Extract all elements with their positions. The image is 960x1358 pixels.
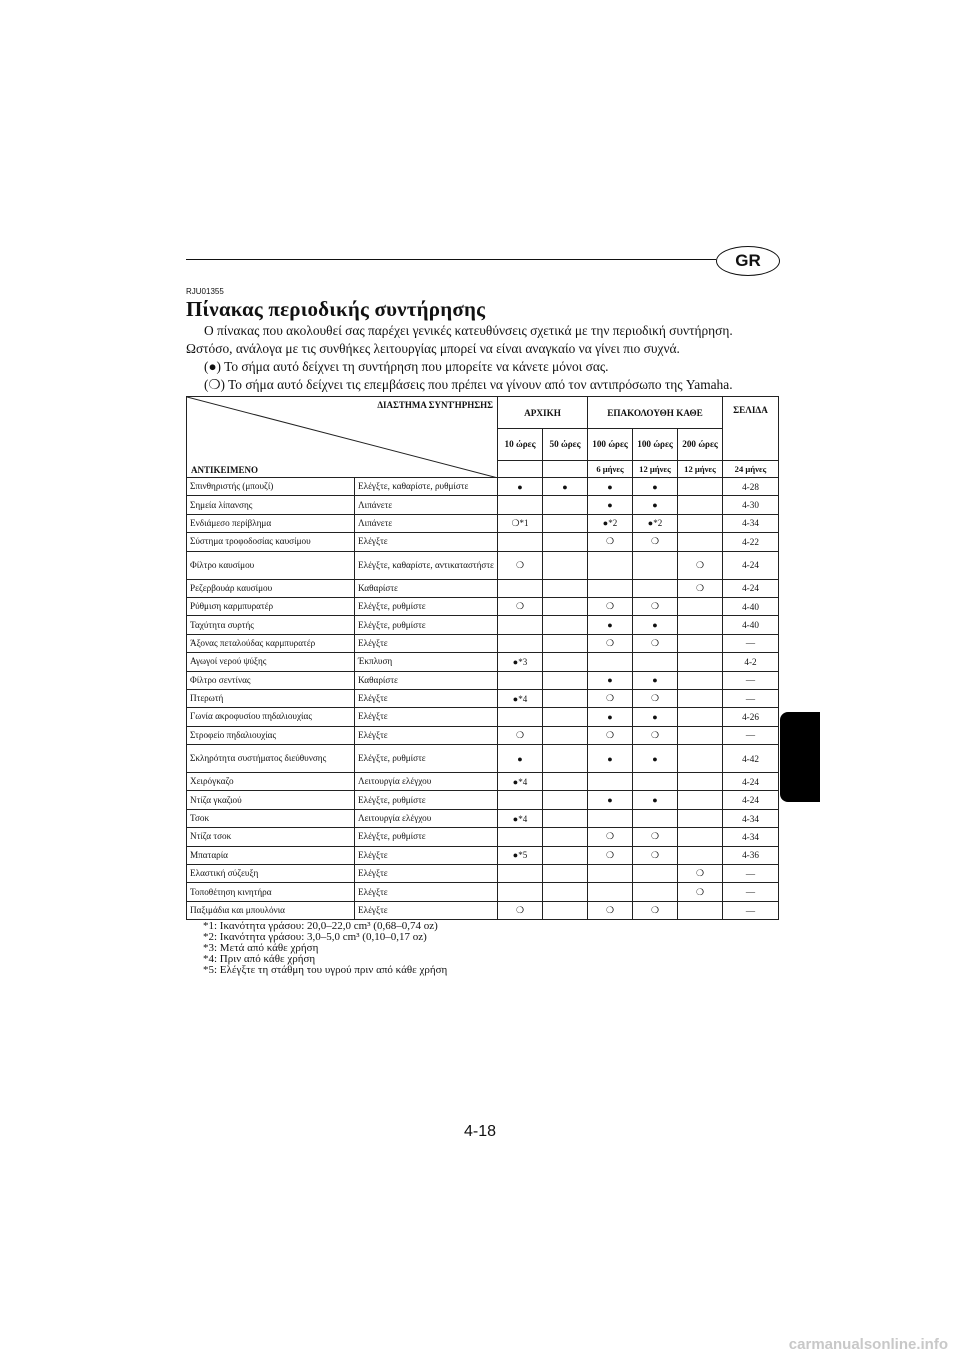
footnote: *4: Πριν από κάθε χρήση	[203, 953, 316, 965]
interval-cell: ❍	[678, 865, 723, 883]
interval-cell: ❍	[588, 597, 633, 615]
interval-cell: ❍	[588, 846, 633, 864]
interval-cell	[543, 809, 588, 827]
table-row	[187, 689, 779, 707]
footnote: *1: Ικανότητα γράσου: 20,0–22,0 cm³ (0,68–0,74 oz)	[203, 920, 438, 932]
every-header: ΕΠΑΚΟΛΟΥΘΗ ΚΑΘΕ	[588, 397, 723, 429]
row-page: 4-34	[723, 809, 779, 827]
interval-cell	[588, 653, 633, 671]
interval-cell	[678, 689, 723, 707]
interval-cell	[588, 883, 633, 901]
interval-cell	[588, 773, 633, 791]
item-label: ΑΝΤΙΚΕΙΜΕΝΟ	[191, 465, 259, 475]
row-page: —	[723, 689, 779, 707]
interval-cell: ●*2	[633, 514, 678, 532]
row-action: Ελέγξτε	[355, 883, 498, 901]
table-row	[187, 616, 779, 634]
interval-cell	[543, 901, 588, 919]
interval-cell	[543, 883, 588, 901]
interval-cell	[633, 865, 678, 883]
row-item: Ρεζερβουάρ καυσίμου	[187, 579, 355, 597]
row-action: Λειτουργία ελέγχου	[355, 809, 498, 827]
interval-cell	[588, 809, 633, 827]
interval-cell	[543, 634, 588, 652]
maintenance-table-wrapper	[186, 396, 778, 920]
table-corner-header	[187, 397, 498, 478]
interval-cell	[678, 496, 723, 514]
row-page: 4-26	[723, 708, 779, 726]
table-row	[187, 514, 779, 532]
interval-cell	[543, 579, 588, 597]
interval-cell	[498, 883, 543, 901]
row-page: 4-24	[723, 579, 779, 597]
interval-cell	[678, 726, 723, 744]
interval-cell: ●	[543, 478, 588, 496]
interval-cell	[498, 579, 543, 597]
interval-cell: ●	[633, 791, 678, 809]
chapter-tab	[780, 712, 820, 802]
row-action: Ελέγξτε, ρυθμίστε	[355, 597, 498, 615]
interval-cell	[498, 708, 543, 726]
interval-cell	[678, 828, 723, 846]
interval-cell: ❍	[633, 689, 678, 707]
interval-cell: ●	[633, 708, 678, 726]
row-action: Έκπλυση	[355, 653, 498, 671]
interval-cell	[543, 708, 588, 726]
interval-cell: ❍	[678, 551, 723, 579]
interval-cell	[678, 846, 723, 864]
row-page: —	[723, 634, 779, 652]
interval-cell	[678, 597, 723, 615]
row-item: Στροφείο πηδαλιουχίας	[187, 726, 355, 744]
table-row	[187, 708, 779, 726]
page-number: 4-18	[463, 1123, 497, 1140]
interval-cell: ●	[588, 671, 633, 689]
interval-cell	[543, 773, 588, 791]
row-item: Ντίζα τσοκ	[187, 828, 355, 846]
row-item: Άξονας πεταλούδας καρμπυρατέρ	[187, 634, 355, 652]
row-item: Πτερωτή	[187, 689, 355, 707]
interval-cell: ●	[498, 745, 543, 773]
interval-cell: ●*5	[498, 846, 543, 864]
row-page: 4-40	[723, 616, 779, 634]
interval-cell	[543, 616, 588, 634]
table-row	[187, 828, 779, 846]
row-page: 4-40	[723, 597, 779, 615]
page-title: Πίνακας περιοδικής συντήρησης	[186, 297, 486, 321]
interval-cell: ●	[588, 708, 633, 726]
row-page: —	[723, 726, 779, 744]
interval-cell: ❍	[588, 901, 633, 919]
interval-cell: ❍	[498, 901, 543, 919]
interval-cell: ●*4	[498, 809, 543, 827]
row-item: Τσοκ	[187, 809, 355, 827]
hours-header: 100 ώρες	[633, 429, 678, 461]
row-item: Παξιμάδια και μπουλόνια	[187, 901, 355, 919]
row-action: Ελέγξτε	[355, 689, 498, 707]
interval-cell	[498, 634, 543, 652]
table-row	[187, 865, 779, 883]
interval-cell: ❍	[588, 726, 633, 744]
table-row	[187, 579, 779, 597]
row-action: Ελέγξτε	[355, 865, 498, 883]
interval-cell: ●	[588, 745, 633, 773]
interval-cell	[498, 496, 543, 514]
table-row	[187, 809, 779, 827]
interval-cell: ❍	[633, 846, 678, 864]
table-row	[187, 478, 779, 496]
interval-cell	[543, 791, 588, 809]
row-action: Ελέγξτε, ρυθμίστε	[355, 828, 498, 846]
hours-header: 100 ώρες	[588, 429, 633, 461]
interval-cell: ❍	[588, 689, 633, 707]
interval-cell	[543, 745, 588, 773]
row-action: Ελέγξτε	[355, 726, 498, 744]
interval-cell: ●	[588, 496, 633, 514]
row-action: Καθαρίστε	[355, 671, 498, 689]
row-action: Λειτουργία ελέγχου	[355, 773, 498, 791]
table-row	[187, 653, 779, 671]
interval-cell	[633, 579, 678, 597]
interval-cell: ●	[588, 616, 633, 634]
interval-cell	[633, 809, 678, 827]
section-code: RJU01355	[186, 287, 224, 296]
row-item: Φίλτρο σεντίνας	[187, 671, 355, 689]
interval-cell	[543, 551, 588, 579]
watermark: carmanualsonline.info	[788, 1336, 948, 1353]
months-header: 24 μήνες	[723, 461, 779, 478]
row-item: Σύστημα τροφοδοσίας καυσίμου	[187, 533, 355, 551]
interval-cell: ●	[633, 496, 678, 514]
interval-cell: ●	[633, 745, 678, 773]
interval-cell: ●	[498, 478, 543, 496]
table-row	[187, 726, 779, 744]
interval-cell: ❍	[498, 726, 543, 744]
table-row	[187, 773, 779, 791]
row-item: Χειρόγκαζο	[187, 773, 355, 791]
row-page: —	[723, 671, 779, 689]
row-page: 4-24	[723, 791, 779, 809]
interval-cell	[633, 883, 678, 901]
interval-cell	[543, 597, 588, 615]
months-header: 12 μήνες	[678, 461, 723, 478]
interval-cell	[678, 514, 723, 532]
legend-dot: (●) Το σήμα αυτό δείχνει τη συντήρηση που μπορείτε να κάνετε μόνοι σας.	[204, 359, 609, 374]
interval-cell	[633, 773, 678, 791]
interval-cell	[678, 708, 723, 726]
table-row	[187, 496, 779, 514]
interval-cell	[588, 579, 633, 597]
row-item: Ταχύτητα συρτής	[187, 616, 355, 634]
interval-cell: ●*3	[498, 653, 543, 671]
hours-header: 200 ώρες	[678, 429, 723, 461]
row-action: Ελέγξτε, ρυθμίστε	[355, 745, 498, 773]
row-item: Ρύθμιση καρμπυρατέρ	[187, 597, 355, 615]
row-action: Ελέγξτε	[355, 901, 498, 919]
row-page: —	[723, 865, 779, 883]
interval-cell	[678, 791, 723, 809]
interval-cell	[678, 671, 723, 689]
row-action: Καθαρίστε	[355, 579, 498, 597]
hours-header: 10 ώρες	[498, 429, 543, 461]
row-item: Ντίζα γκαζιού	[187, 791, 355, 809]
interval-cell: ❍	[588, 828, 633, 846]
interval-cell	[543, 865, 588, 883]
interval-cell	[498, 671, 543, 689]
footnote: *2: Ικανότητα γράσου: 3,0–5,0 cm³ (0,10–0,17 oz)	[203, 931, 427, 943]
interval-cell	[588, 551, 633, 579]
table-row	[187, 846, 779, 864]
table-row	[187, 533, 779, 551]
header-rule	[186, 259, 716, 260]
row-item: Ενδιάμεσο περίβλημα	[187, 514, 355, 532]
row-action: Λιπάνετε	[355, 496, 498, 514]
table-row	[187, 671, 779, 689]
interval-cell: ❍	[678, 883, 723, 901]
interval-cell	[498, 828, 543, 846]
row-page: —	[723, 883, 779, 901]
row-page: 4-2	[723, 653, 779, 671]
interval-cell	[588, 865, 633, 883]
interval-cell: ❍	[633, 901, 678, 919]
interval-cell: ●	[633, 478, 678, 496]
row-page: 4-24	[723, 773, 779, 791]
interval-cell	[543, 533, 588, 551]
row-page: 4-34	[723, 828, 779, 846]
interval-cell: ●	[588, 791, 633, 809]
interval-cell: ●	[633, 616, 678, 634]
interval-cell	[498, 865, 543, 883]
language-badge: GR	[716, 246, 780, 276]
maintenance-table	[186, 396, 779, 920]
table-row	[187, 883, 779, 901]
row-action: Λιπάνετε	[355, 514, 498, 532]
interval-cell	[678, 616, 723, 634]
row-page: —	[723, 901, 779, 919]
row-page: 4-22	[723, 533, 779, 551]
interval-cell	[543, 689, 588, 707]
interval-cell	[678, 653, 723, 671]
interval-cell	[543, 653, 588, 671]
row-action: Ελέγξτε	[355, 533, 498, 551]
months-header: 6 μήνες	[588, 461, 633, 478]
intro-paragraph: Ο πίνακας που ακολουθεί σας παρέχει γενικές κατευθύνσεις σχετικά με την περιοδική συντήρηση. Ωστόσο, ανάλογα με τις συνθήκες λειτουργίας μπορεί να είναι αναγκαίο να γίνει πιο συχνά.	[186, 323, 733, 356]
months-header	[498, 461, 543, 478]
row-action: Ελέγξτε, καθαρίστε, ρυθμίστε	[355, 478, 498, 496]
months-header: 12 μήνες	[633, 461, 678, 478]
row-page: 4-42	[723, 745, 779, 773]
interval-cell: ●*4	[498, 689, 543, 707]
table-row	[187, 634, 779, 652]
legend-ring: (❍) Το σήμα αυτό δείχνει τις επεμβάσεις που πρέπει να γίνουν από τον αντιπρόσωπο της Yamaha.	[204, 377, 733, 392]
intro-text	[186, 322, 774, 394]
row-item: Φίλτρο καυσίμου	[187, 551, 355, 579]
footnote: *5: Ελέγξτε τη στάθμη του υγρού πριν από κάθε χρήση	[203, 964, 448, 976]
row-item: Μπαταρία	[187, 846, 355, 864]
page-header: ΣΕΛΙΔΑ	[723, 397, 779, 461]
interval-cell	[678, 634, 723, 652]
interval-cell: ●	[588, 478, 633, 496]
interval-cell: ❍	[633, 597, 678, 615]
interval-cell: ❍	[588, 533, 633, 551]
interval-cell: ❍	[588, 634, 633, 652]
table-row	[187, 791, 779, 809]
interval-cell	[543, 726, 588, 744]
interval-cell	[543, 496, 588, 514]
row-action: Ελέγξτε, ρυθμίστε	[355, 616, 498, 634]
interval-label: ΔΙΑΣΤΗΜΑ ΣΥΝΤΉΡΗΣΗΣ	[377, 400, 493, 410]
row-action: Ελέγξτε, ρυθμίστε	[355, 791, 498, 809]
interval-cell: ❍	[498, 551, 543, 579]
interval-cell	[498, 791, 543, 809]
interval-cell: ●	[633, 671, 678, 689]
row-action: Ελέγξτε, καθαρίστε, αντικαταστήστε	[355, 551, 498, 579]
row-page: 4-28	[723, 478, 779, 496]
row-item: Αγωγοί νερού ψύξης	[187, 653, 355, 671]
interval-cell: ❍	[498, 597, 543, 615]
interval-cell	[678, 533, 723, 551]
interval-cell: ❍	[633, 726, 678, 744]
interval-cell: ❍	[633, 533, 678, 551]
table-row	[187, 597, 779, 615]
row-action: Ελέγξτε	[355, 634, 498, 652]
interval-cell: ❍	[633, 828, 678, 846]
table-row	[187, 745, 779, 773]
interval-cell	[678, 745, 723, 773]
row-page: 4-30	[723, 496, 779, 514]
interval-cell	[543, 846, 588, 864]
interval-cell: ❍*1	[498, 514, 543, 532]
row-page: 4-36	[723, 846, 779, 864]
row-action: Ελέγξτε	[355, 846, 498, 864]
interval-cell	[633, 653, 678, 671]
interval-cell	[543, 514, 588, 532]
row-item: Ελαστική σύζευξη	[187, 865, 355, 883]
interval-cell	[678, 901, 723, 919]
hours-header: 50 ώρες	[543, 429, 588, 461]
interval-cell	[678, 809, 723, 827]
interval-cell	[678, 773, 723, 791]
interval-cell	[498, 616, 543, 634]
initial-header: ΑΡΧΙΚΗ	[498, 397, 588, 429]
table-row	[187, 551, 779, 579]
interval-cell	[498, 533, 543, 551]
interval-cell: ●*4	[498, 773, 543, 791]
row-item: Σημεία λίπανσης	[187, 496, 355, 514]
row-item: Γωνία ακροφυσίου πηδαλιουχίας	[187, 708, 355, 726]
footnote: *3: Μετά από κάθε χρήση	[203, 942, 319, 954]
interval-cell	[633, 551, 678, 579]
interval-cell: ●*2	[588, 514, 633, 532]
row-item: Σκληρότητα συστήματος διεύθυνσης	[187, 745, 355, 773]
row-page: 4-34	[723, 514, 779, 532]
footnotes	[203, 921, 447, 976]
interval-cell	[543, 671, 588, 689]
interval-cell: ❍	[678, 579, 723, 597]
row-action: Ελέγξτε	[355, 708, 498, 726]
months-header	[543, 461, 588, 478]
table-row	[187, 901, 779, 919]
row-page: 4-24	[723, 551, 779, 579]
interval-cell: ❍	[633, 634, 678, 652]
row-item: Σπινθηριστής (μπουζί)	[187, 478, 355, 496]
interval-cell	[678, 478, 723, 496]
interval-cell	[543, 828, 588, 846]
row-item: Τοποθέτηση κινητήρα	[187, 883, 355, 901]
